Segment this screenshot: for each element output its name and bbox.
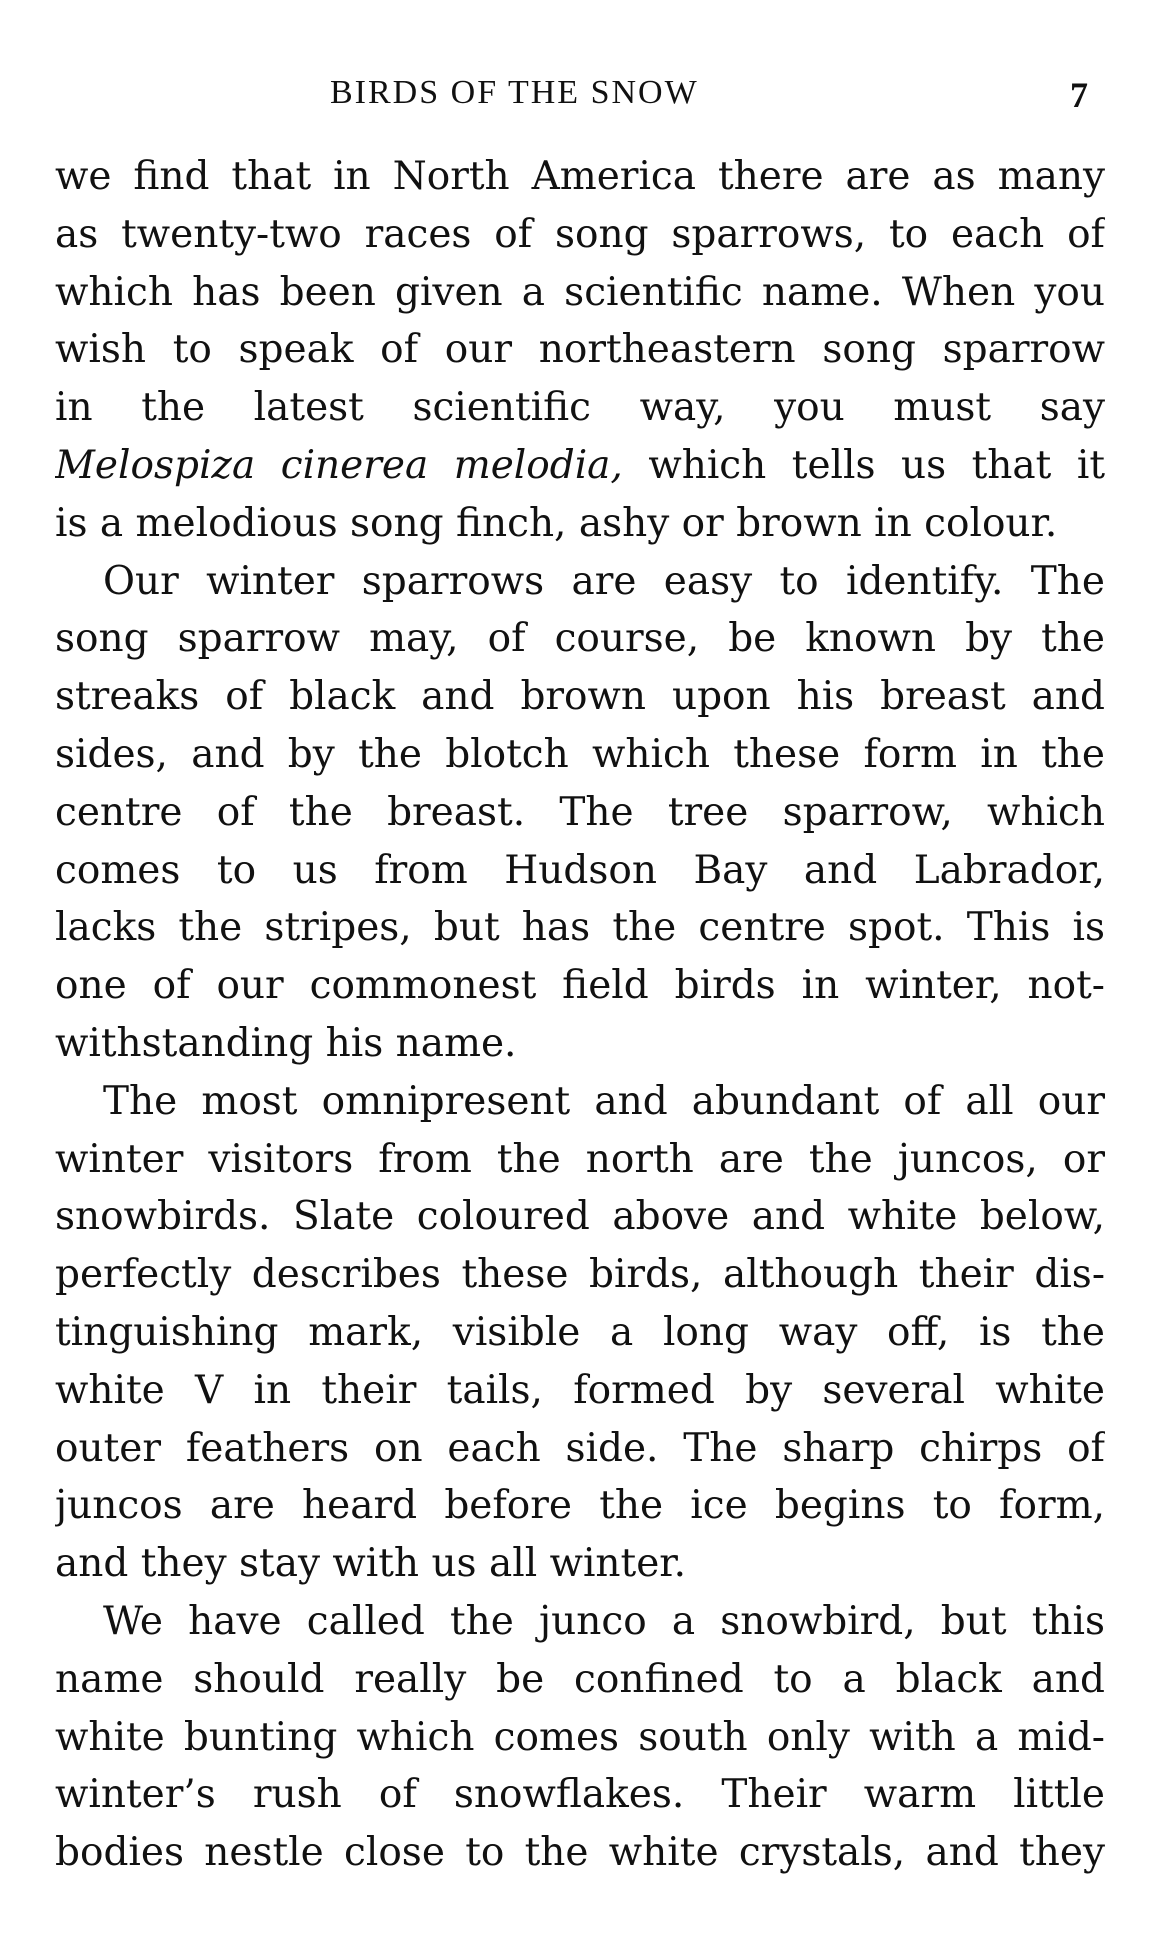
text-line: song sparrow may, of course, be known by the: [55, 616, 1105, 662]
text-line: [55, 437, 1105, 495]
text-line: The most omnipresent and abundant of all our: [103, 1078, 1105, 1124]
paragraph-3: [55, 1073, 1105, 1593]
text-line: wish to speak of our northeastern song sparrow: [55, 327, 1105, 373]
text-line: centre of the breast. The tree sparrow, which: [55, 789, 1105, 835]
text-line: withstanding his name.: [55, 1020, 517, 1066]
text-line: snowbirds. Slate coloured above and white below,: [55, 1194, 1105, 1240]
text-line: perfectly describes these birds, although their dis-: [55, 1252, 1105, 1298]
text-line: winter’s rush of snowflakes. Their warm little: [55, 1772, 1105, 1818]
text-line: in the latest scientific way, you must say: [55, 385, 1105, 431]
running-head: [0, 74, 1170, 124]
text-line: we find that in North America there are as many: [55, 154, 1105, 199]
paragraph-4: [55, 1593, 1105, 1882]
text-line: white V in their tails, formed by several white: [55, 1367, 1105, 1413]
paragraph-1: [55, 148, 1105, 553]
text-line: which has been given a scientific name. When you: [55, 269, 1105, 315]
page-number: 7: [1070, 75, 1088, 115]
text-line: is a melodious song finch, ashy or brown in colour.: [55, 500, 1058, 546]
text-line-remainder: which tells us that it: [622, 442, 1105, 488]
text-line: tinguishing mark, visible a long way off, is the: [55, 1309, 1105, 1355]
text-line: lacks the stripes, but has the centre spot. This is: [55, 905, 1105, 951]
text-line: winter visitors from the north are the juncos, or: [55, 1136, 1105, 1182]
scientific-name: Melospiza cinerea melodia,: [55, 442, 623, 488]
text-line: sides, and by the blotch which these form in the: [55, 731, 1105, 777]
text-line: streaks of black and brown upon his breast and: [55, 674, 1105, 720]
text-line: and they stay with us all winter.: [55, 1541, 687, 1587]
text-line: one of our commonest field birds in winter, not-: [55, 963, 1105, 1009]
body-text: [55, 148, 1105, 1882]
text-line: comes to us from Hudson Bay and Labrador,: [55, 847, 1105, 893]
text-line: Our winter sparrows are easy to identify. The: [103, 558, 1105, 604]
text-line: juncos are heard before the ice begins to form,: [55, 1483, 1105, 1529]
paragraph-2: [55, 553, 1105, 1073]
running-head-title: BIRDS OF THE SNOW: [330, 74, 699, 111]
text-line: white bunting which comes south only with a mid-: [55, 1714, 1105, 1760]
text-line: outer feathers on each side. The sharp chirps of: [55, 1425, 1105, 1471]
text-line: bodies nestle close to the white crystals, and they: [55, 1830, 1105, 1876]
text-line: We have called the junco a snowbird, but this: [103, 1598, 1105, 1644]
text-line: as twenty-two races of song sparrows, to each of: [55, 211, 1105, 257]
text-line: name should really be confined to a black and: [55, 1656, 1105, 1702]
